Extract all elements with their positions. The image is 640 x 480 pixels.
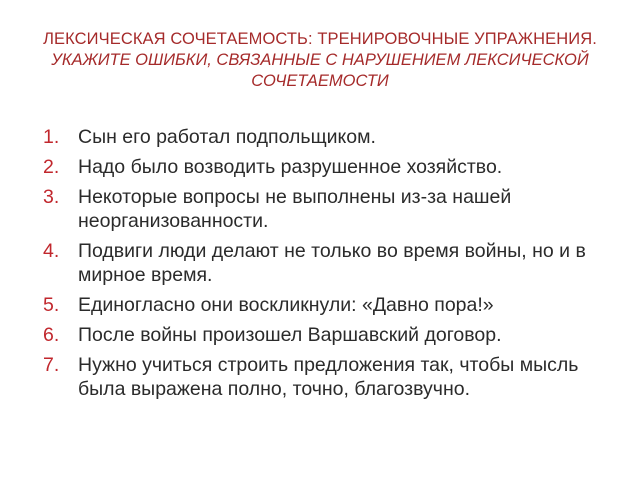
title-line-1: ЛЕКСИЧЕСКАЯ СОЧЕТАЕМОСТЬ: ТРЕНИРОВОЧНЫЕ УПРАЖНЕНИЯ. [43,30,597,48]
item-number: 6. [43,324,60,346]
list-item [43,323,623,347]
item-number: 3. [43,186,60,208]
list-item [43,125,623,149]
item-text: Подвиги люди делают не только во время войны, но и в мирное время. [78,240,586,286]
item-text: Единогласно они воскликнули: «Давно пора!» [78,294,494,316]
slide-title [10,29,630,92]
item-text: После войны произошел Варшавский договор. [78,324,502,346]
list-item [43,353,623,401]
item-text: Надо было возводить разрушенное хозяйство. [78,156,503,178]
list-item [43,185,623,233]
exercise-list [43,125,623,407]
item-number: 1. [43,126,60,148]
title-line-2: УКАЖИТЕ ОШИБКИ, СВЯЗАННЫЕ С НАРУШЕНИЕМ ЛЕКСИЧЕСКОЙ СОЧЕТАЕМОСТИ [51,51,589,90]
item-number: 4. [43,240,60,262]
list-item [43,155,623,179]
item-number: 7. [43,354,60,376]
item-number: 5. [43,294,60,316]
item-text: Сын его работал подпольщиком. [78,126,376,148]
list-item [43,239,623,287]
item-number: 2. [43,156,60,178]
item-text: Некоторые вопросы не выполнены из-за нашей неорганизованности. [78,186,512,232]
list-item [43,293,623,317]
item-text: Нужно учиться строить предложения так, чтобы мысль была выражена полно, точно, благозвучно. [78,354,579,400]
